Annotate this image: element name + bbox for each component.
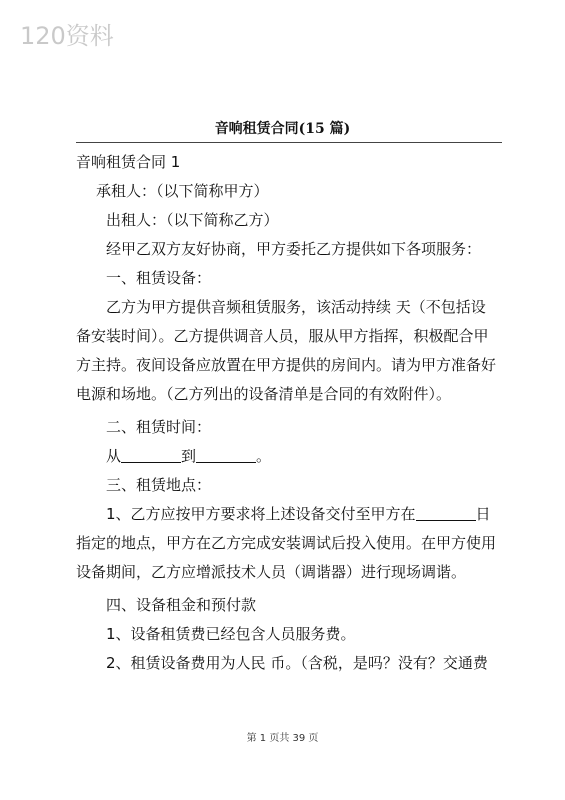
- paragraph-line: 设备期间，乙方应增派技术人员（调谐器）进行现场调谐。: [76, 563, 467, 581]
- paragraph-line: 1、设备租赁费已经包含人员服务费。: [106, 625, 356, 643]
- paragraph-line: 2、租赁设备费用为人民 币。（含税，是吗？没有？交通费: [106, 654, 488, 672]
- document-title: 音响租赁合同(15 篇): [214, 121, 351, 137]
- to-label: 到: [181, 447, 197, 465]
- start-date-blank: [121, 446, 181, 463]
- section-heading: 音响租赁合同 1: [76, 153, 181, 171]
- day-label: 日: [475, 505, 491, 523]
- paragraph-line: 方主持。夜间设备应放置在甲方提供的房间内。请为甲方准备好: [76, 356, 497, 374]
- clause-heading: 三、租赁地点：: [106, 476, 212, 494]
- delivery-text: 1、乙方应按甲方要求将上述设备交付至甲方在: [106, 505, 416, 523]
- rental-period-line: [106, 443, 502, 469]
- period-end: 。: [256, 447, 272, 465]
- title-underline: [76, 142, 502, 143]
- clause-heading: 四、设备租金和预付款: [106, 596, 257, 614]
- lessee-line: 承租人：（以下简称甲方）: [96, 182, 269, 200]
- clause-heading: 二、租赁时间：: [106, 418, 212, 436]
- paragraph-line: 指定的地点，甲方在乙方完成安装调试后投入使用。在甲方使用: [76, 534, 497, 552]
- paragraph-line: 经甲乙双方友好协商，甲方委托乙方提供如下各项服务：: [106, 240, 482, 258]
- lessor-line: 出租人：（以下简称乙方）: [106, 211, 279, 229]
- from-label: 从: [106, 447, 122, 465]
- delivery-line: [106, 501, 502, 527]
- end-date-blank: [196, 446, 256, 463]
- paragraph-line: 乙方为甲方提供音频租赁服务，该活动持续 天（不包括设: [106, 298, 486, 316]
- clause-heading: 一、租赁设备：: [106, 269, 212, 287]
- paragraph-line: 电源和场地。（乙方列出的设备清单是合同的有效附件）。: [76, 385, 452, 403]
- page-footer: 第 1 页共 39 页: [246, 733, 319, 744]
- paragraph-line: 备安装时间）。乙方提供调音人员，服从甲方指挥，积极配合甲: [76, 327, 489, 345]
- delivery-date-blank: [416, 504, 476, 521]
- watermark: 120资料: [20, 22, 114, 50]
